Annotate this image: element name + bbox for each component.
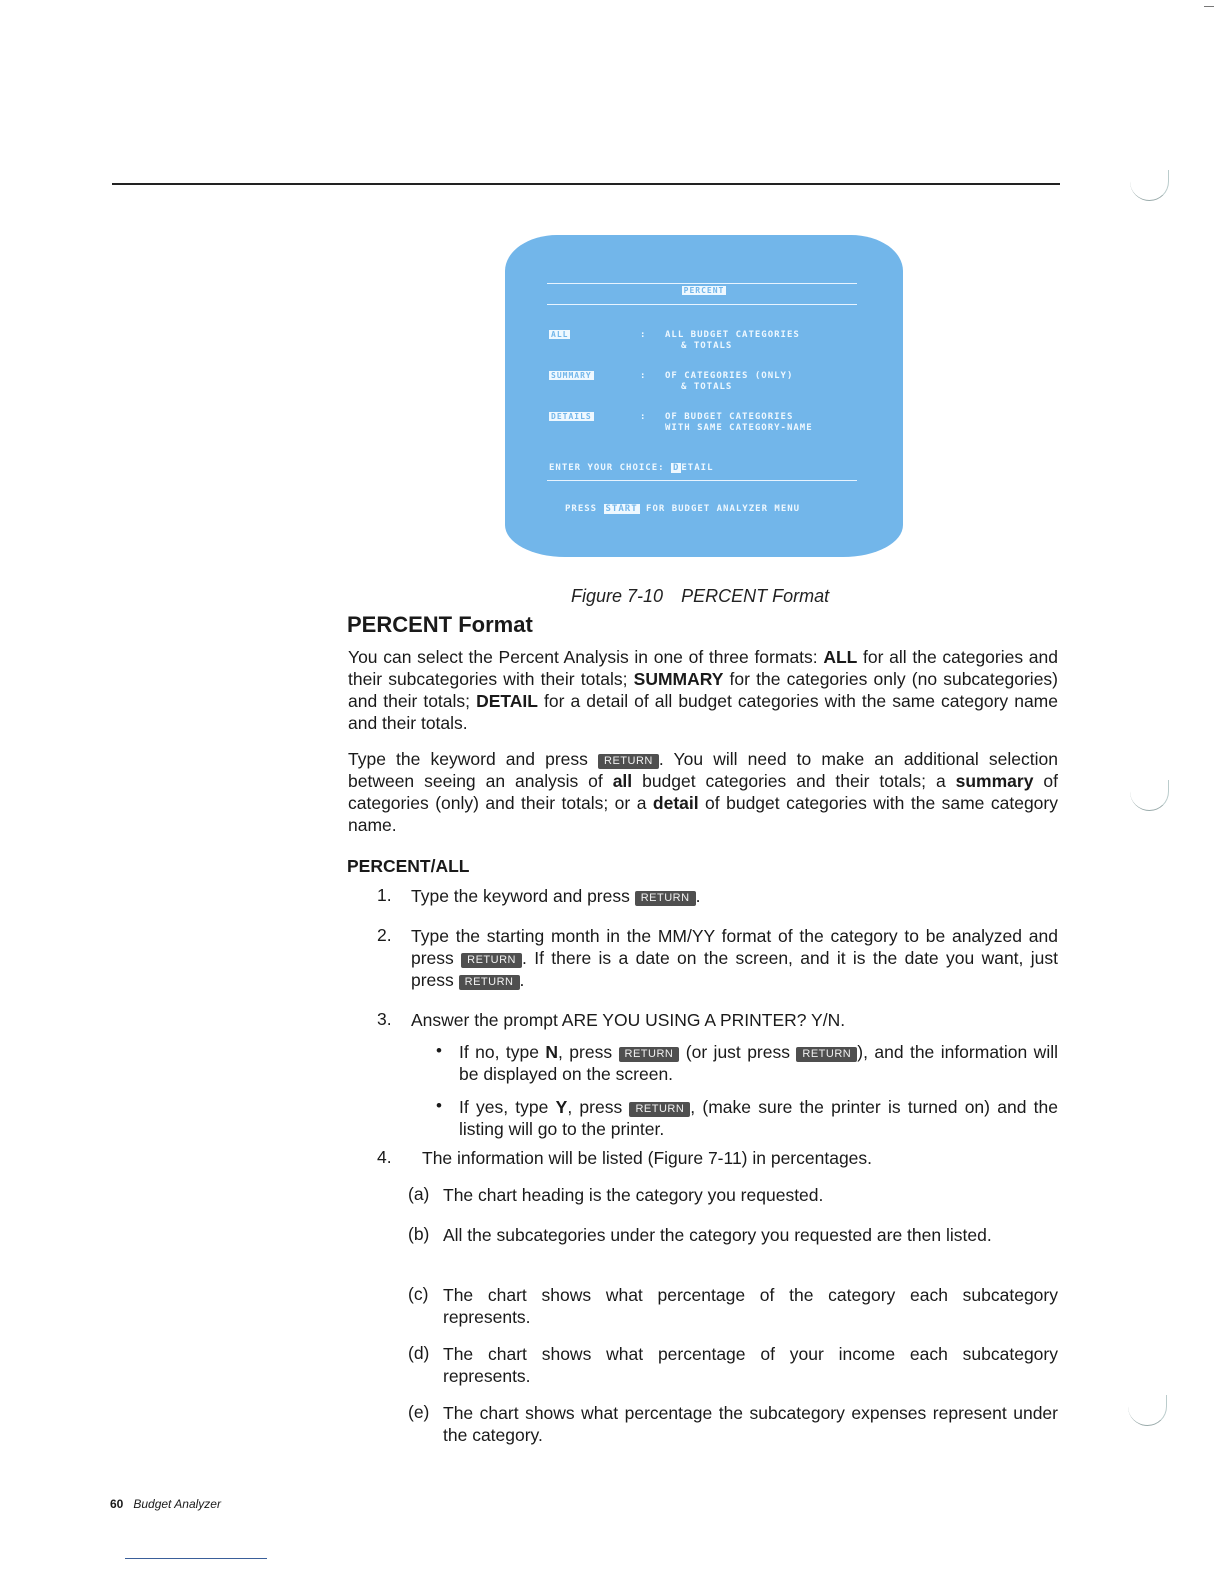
screen-rule (547, 283, 857, 284)
page-footer (110, 1497, 221, 1511)
footer-title: Budget Analyzer (133, 1497, 221, 1511)
page-number: 60 (110, 1497, 124, 1511)
subsection-heading: PERCENT/ALL (347, 856, 470, 876)
step-text: Answer the prompt ARE YOU USING A PRINTER? Y/N. (411, 1010, 846, 1030)
percent-format-screen (505, 235, 903, 557)
subitem-label: (c) (408, 1284, 429, 1304)
return-key-icon: RETURN (619, 1047, 680, 1062)
screen-rule (547, 480, 857, 481)
screen-option-key: SUMMARY (551, 371, 592, 380)
step-number: 3. (377, 1009, 392, 1029)
screen-colon: : (640, 330, 647, 340)
step-number: 4. (377, 1147, 392, 1167)
subitem-text: All the subcategories under the category you requested are then listed. (443, 1225, 992, 1245)
subitem-text: The chart shows what percentage the subcategory expenses represent under the category. (443, 1403, 1058, 1445)
subitem-label: (b) (408, 1224, 430, 1244)
section-heading: PERCENT Format (347, 612, 533, 637)
figure-caption: Figure 7-10 PERCENT Format (571, 586, 830, 606)
step-number: 1. (377, 885, 392, 905)
screen-option-desc: OF CATEGORIES (ONLY) & TOTALS (665, 371, 794, 392)
step-text: Type the keyword and press RETURN . (411, 886, 701, 906)
bullet-text: If no, type N, press RETURN (or just press RETURN ), and the information will be displayed on the screen. (459, 1042, 1058, 1084)
step-text: Type the starting month in the MM/YY format of the category to be analyzed and press RETURN . If there is a date on the screen, and it is the date you want, just press RETURN . (411, 926, 1058, 990)
return-key-icon: RETURN (459, 975, 520, 990)
header-rule (112, 183, 1060, 185)
punch-hole-mark (1130, 170, 1169, 201)
screen-option-desc: OF BUDGET CATEGORIES WITH SAME CATEGORY-NAME (665, 412, 813, 433)
bullet-icon: • (436, 1041, 442, 1060)
step-number: 2. (377, 925, 392, 945)
return-key-icon: RETURN (598, 754, 659, 769)
intro-paragraph: You can select the Percent Analysis in one of three formats: ALL for all the categories and their subcategories with their totals; SUMMARY for the categories only (no subcategories) and their totals; DETAIL for a detail of all budget categories with the same category name and their totals. (348, 647, 1059, 733)
punch-hole-mark (1128, 1395, 1167, 1426)
step-text: The information will be listed (Figure 7-11) in percentages. (422, 1148, 873, 1168)
punch-hole-mark (1130, 780, 1169, 811)
screen-prompt: ENTER YOUR CHOICE: D ETAIL (549, 463, 714, 473)
screen-option-desc: ALL BUDGET CATEGORIES & TOTALS (665, 330, 800, 351)
subitem-text: The chart shows what percentage of your income each subcategory represents. (443, 1344, 1058, 1386)
screen-rule (547, 304, 857, 305)
screen-press-start: PRESS START FOR BUDGET ANALYZER MENU (565, 504, 801, 514)
subitem-text: The chart shows what percentage of the category each subcategory represents. (443, 1285, 1058, 1327)
return-key-icon: RETURN (635, 891, 696, 906)
footer-rule (125, 1558, 267, 1559)
bullet-text: If yes, type Y, press RETURN , (make sure the printer is turned on) and the listing will go to the printer. (459, 1097, 1058, 1139)
return-key-icon: RETURN (461, 953, 522, 968)
screen-colon: : (640, 371, 647, 381)
return-key-icon: RETURN (796, 1047, 857, 1062)
binding-mark (1204, 6, 1214, 7)
subitem-label: (d) (408, 1343, 430, 1363)
screen-title: PERCENT (683, 286, 725, 295)
instructions-paragraph: Type the keyword and press RETURN . You will need to make an additional selection between seeing an analysis of all budget categories and their totals; a summary of categories (only) and their totals; or a detail of budget categories with the same category name. (348, 749, 1058, 835)
screen-colon: : (640, 412, 647, 422)
subitem-text: The chart heading is the category you requested. (443, 1185, 824, 1205)
screen-option-key: DETAILS (551, 412, 592, 421)
screen-option-key: ALL (551, 330, 569, 339)
subitem-label: (a) (408, 1184, 430, 1204)
return-key-icon: RETURN (629, 1102, 690, 1117)
subitem-label: (e) (408, 1402, 430, 1422)
bullet-icon: • (436, 1096, 442, 1115)
